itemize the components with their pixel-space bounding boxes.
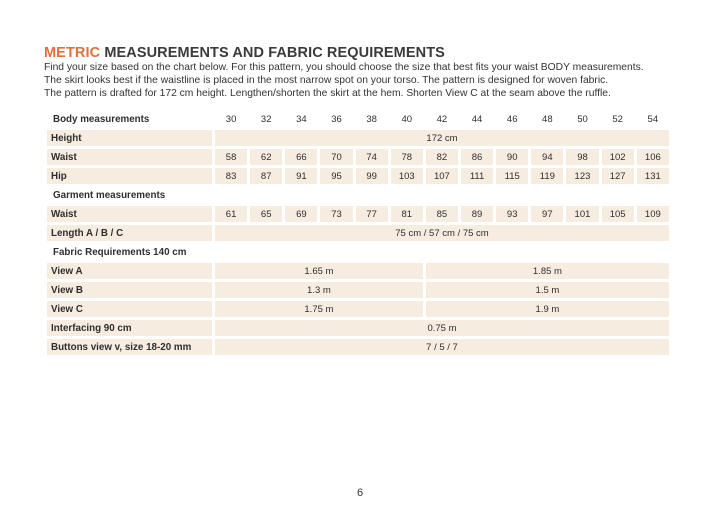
size-header: 40 [401,113,413,125]
row-label: Buttons view v, size 18-20 mm [47,339,212,355]
table-cell: 99 [356,168,388,184]
table-cell: 131 [637,168,669,184]
table-cell: 69 [285,206,317,222]
table-cell: 123 [566,168,598,184]
section-garment-label: Garment measurements [53,189,166,201]
waist-body-row [47,149,669,165]
table-cell: 65 [250,206,282,222]
row-label: Interfacing 90 cm [47,320,212,336]
table-cell: 95 [320,168,352,184]
size-header: 32 [260,113,272,125]
table-cell: 1.3 m [215,282,423,298]
row-label: View A [47,263,212,279]
size-header: 44 [471,113,483,125]
height-value: 172 cm [215,130,669,146]
table-cell: 1.75 m [215,301,423,317]
table-cell: 81 [391,206,423,222]
table-cell: 73 [320,206,352,222]
table-cell: 1.5 m [426,282,669,298]
table-cell: 1.9 m [426,301,669,317]
size-header: 46 [506,113,518,125]
table-cell: 83 [215,168,247,184]
table-cell: 61 [215,206,247,222]
table-cell: 82 [426,149,458,165]
waist-garment-row [47,206,669,222]
hip-row [47,168,669,184]
intro-text [44,61,684,100]
table-cell: 85 [426,206,458,222]
table-cell: 101 [566,206,598,222]
row-label: Waist [47,149,212,165]
table-cell: 91 [285,168,317,184]
table-cell: 107 [426,168,458,184]
row-label: Height [47,130,212,146]
row-label: Length A / B / C [47,225,212,241]
buttons-row [47,339,669,355]
interfacing-row [47,320,669,336]
table-cell: 102 [602,149,634,165]
view-c-row [47,301,669,317]
table-cell: 1.65 m [215,263,423,279]
table-cell: 97 [531,206,563,222]
table-cell: 87 [250,168,282,184]
table-cell: 77 [356,206,388,222]
table-cell: 106 [637,149,669,165]
measurement-table [44,108,672,358]
intro-line: The pattern is drafted for 172 cm height. Lengthen/shorten the skirt at the hem. Shorten View C at the seam above the ruffle. [44,88,611,99]
table-cell: 58 [215,149,247,165]
page-number: 6 [356,487,364,499]
size-header: 36 [331,113,342,125]
size-header: 52 [612,113,623,125]
length-value: 75 cm / 57 cm / 75 cm [215,225,669,241]
table-cell: 66 [285,149,317,165]
table-cell: 109 [637,206,669,222]
table-cell: 74 [356,149,388,165]
view-a-row [47,263,669,279]
row-label: Waist [47,206,212,222]
table-cell: 93 [496,206,528,222]
section-garment-row [47,187,669,203]
table-cell: 111 [461,168,493,184]
section-fabric-row [47,244,669,260]
table-cell: 105 [602,206,634,222]
table-cell: 1.85 m [426,263,669,279]
table-cell: 115 [496,168,528,184]
table-cell: 98 [566,149,598,165]
size-header-row [47,111,669,127]
table-cell: 90 [496,149,528,165]
intro-line: The skirt looks best if the waistline is placed in the most narrow spot on your torso. The pattern is designed for woven fabric. [44,75,609,86]
size-header: 48 [542,113,553,125]
view-b-row [47,282,669,298]
length-row [47,225,669,241]
title-rest: MEASUREMENTS AND FABRIC REQUIREMENTS [100,45,445,61]
page-title [44,45,445,61]
row-label: View B [47,282,212,298]
size-header: 42 [436,113,448,125]
size-header: 54 [647,113,659,125]
row-label: Hip [47,168,212,184]
size-header: 38 [366,113,377,125]
table-cell: 78 [391,149,423,165]
section-fabric-label: Fabric Requirements 140 cm [53,246,187,258]
height-row [47,130,669,146]
table-cell: 94 [531,149,563,165]
size-header: 30 [225,113,237,125]
table-cell: 86 [461,149,493,165]
table-cell: 127 [602,168,634,184]
buttons-value: 7 / 5 / 7 [215,339,669,355]
table-cell: 70 [320,149,352,165]
title-accent: METRIC [44,45,101,61]
row-label: View C [47,301,212,317]
table-cell: 103 [391,168,423,184]
intro-line: Find your size based on the chart below. For this pattern, you should choose the size that best fits your waist BODY measurements. [44,62,644,73]
interfacing-value: 0.75 m [215,320,669,336]
table-cell: 119 [531,168,563,184]
size-header: 50 [577,113,588,125]
size-header: 34 [296,113,307,125]
table-cell: 62 [250,149,282,165]
section-body-label: Body measurements [53,113,150,125]
table-cell: 89 [461,206,493,222]
